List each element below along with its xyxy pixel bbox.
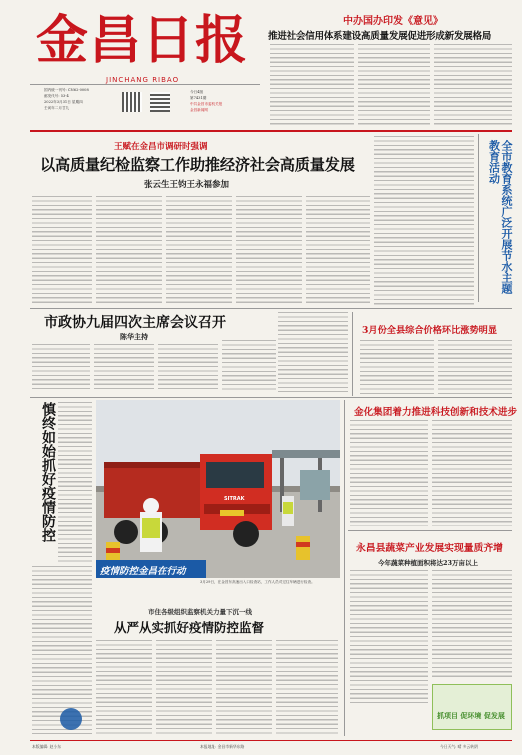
info-line: 国内统一刊号: CN62-0008: [44, 88, 89, 92]
commentary-body: [32, 566, 92, 734]
top-story-body: [434, 44, 512, 126]
lead-title: 以高质量纪检监察工作助推经济社会高质量发展: [40, 156, 355, 174]
cppcc-body: [158, 344, 218, 392]
yongchang-title: 永昌县蔬菜产业发展实现量质齐增: [356, 543, 503, 554]
commentary-body: [58, 402, 92, 562]
slogan-text: 抓项目 促环境 促发展: [437, 711, 505, 720]
epidemic-title: 从严从实抓好疫情防控监督: [114, 620, 265, 635]
qr-code-icon: [122, 92, 142, 112]
top-story-kicker: 中办国办印发《意见》: [343, 16, 443, 27]
lead-body: [374, 136, 474, 306]
info-line: 金昌新闻网: [190, 108, 208, 112]
jinhua-title: 金化集团着力推进科技创新和技术进步: [354, 407, 518, 418]
yongchang-subtitle: 今年蔬菜种植面积将达23万亩以上: [378, 559, 479, 567]
truck-brand: SITRAK: [224, 496, 245, 502]
cppcc-body: [32, 344, 90, 392]
price-body: [438, 340, 512, 394]
epidemic-body: [96, 640, 152, 736]
top-story-title: 推进社会信用体系建设高质量发展促进形成新发展格局: [268, 31, 492, 42]
cppcc-body: [222, 340, 276, 392]
cppcc-body: [94, 344, 154, 392]
yongchang-body: [350, 570, 428, 704]
misc-body: [278, 312, 348, 392]
seal-logo-icon: [60, 708, 82, 730]
info-line: 第7431期: [190, 96, 207, 100]
masthead-info: [30, 88, 260, 120]
vertical-headline: 慎终如始抓好疫情防控: [40, 402, 56, 542]
price-body: [360, 340, 434, 394]
masthead-pinyin: JINCHANG RIBAO: [106, 76, 180, 84]
news-photo: [96, 400, 340, 578]
lead-body: [96, 196, 162, 304]
lead-body: [236, 196, 302, 304]
cppcc-byline: 陈华主持: [120, 332, 148, 341]
masthead-title: 金昌日报: [36, 10, 249, 71]
lead-body: [306, 196, 370, 304]
yongchang-body: [432, 570, 512, 678]
top-story-body: [270, 44, 354, 126]
info-line: 邮发代号: 53-4: [44, 94, 69, 98]
info-line: 中共金昌市委机关报: [190, 102, 223, 106]
top-story-body: [358, 44, 430, 126]
epidemic-body: [216, 640, 272, 736]
info-line: 今日4版: [190, 90, 204, 94]
lead-kicker: 王赋在金昌市调研时强调: [114, 142, 208, 152]
campaign-badge-text: 疫情防控金昌在行动: [100, 566, 186, 577]
truck-scene: [96, 400, 340, 578]
lead-body: [32, 196, 92, 304]
price-title: 3月份全县综合价格环比涨势明显: [362, 325, 498, 336]
footer-mid: 本报地址: 金昌市新华东路: [200, 744, 245, 749]
lead-byline: 张云生王钧王永福参加: [144, 180, 230, 190]
jinhua-body: [432, 420, 512, 526]
jinhua-body: [350, 420, 428, 526]
epidemic-body: [156, 640, 212, 736]
qr-code-icon: [150, 92, 170, 112]
epidemic-body: [276, 640, 338, 736]
info-line: 壬寅年二月廿九: [44, 106, 70, 110]
slogan-banner: [432, 684, 512, 730]
photo-caption: 3月29日，在金昌东高速出入口检查站，工作人员对过往车辆进行检查。: [200, 580, 315, 584]
info-line: 2022年3月31日 星期四: [44, 100, 83, 104]
cppcc-title: 市政协九届四次主席会议召开: [44, 315, 226, 331]
footer-left: 本版编辑: 赵小东: [32, 744, 62, 749]
side-story-title: 全市教育系统广泛开展节水主题教育活动: [487, 140, 513, 294]
footer-right: 今日天气: 晴 多云转阴: [440, 744, 478, 749]
epidemic-kicker: 市住各级组织监察机关力量下沉一线: [148, 608, 252, 616]
lead-body: [166, 196, 232, 304]
